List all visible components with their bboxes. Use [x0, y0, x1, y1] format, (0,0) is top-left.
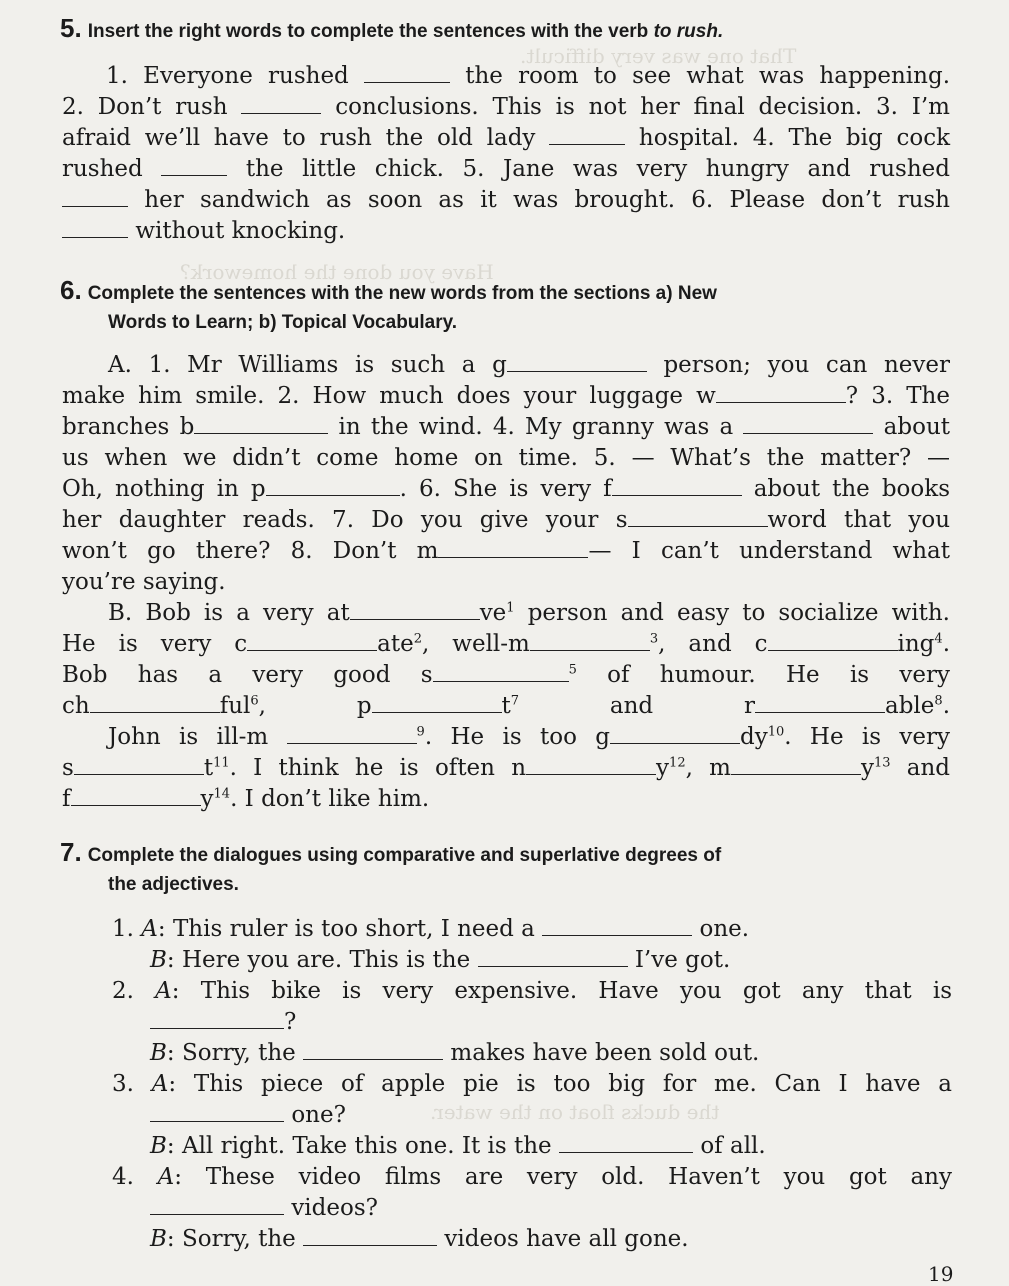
answer-blank[interactable]	[438, 539, 588, 558]
ex6-line-11: Bob has a very good s $^5$ of humour. He is very	[62, 662, 950, 688]
ex6-line-9: B. Bob is a very at $ve^1$ person and easy to socialize with.	[108, 600, 950, 626]
answer-blank[interactable]	[150, 1196, 284, 1215]
answer-blank[interactable]	[768, 632, 898, 651]
answer-blank[interactable]	[62, 219, 128, 238]
ex6-line-3: branches b in the wind. 4. My granny was a about	[62, 414, 950, 440]
show-through-text: That one was very difficult.	[520, 44, 797, 68]
answer-blank[interactable]	[731, 756, 861, 775]
ex5-line-1: 1. Everyone rushed the room to see what was happening.	[106, 63, 951, 89]
answer-blank[interactable]	[350, 601, 480, 620]
ex7-line-7: one?	[150, 1100, 950, 1131]
ex7-line-11: B: Sorry, the videos have all gone.	[150, 1226, 689, 1252]
ex6-line-13: John is ill-m $^9$. He is too g $dy^{10}$. He is very	[108, 724, 951, 750]
exercise-6-heading: 6. Complete the sentences with the new words from the sections a) New Words to Learn; b) Topical Vocabulary.	[60, 275, 717, 333]
answer-blank[interactable]	[610, 725, 740, 744]
ex7-line-1: 1. A: This ruler is too short, I need a one.	[112, 916, 750, 942]
answer-blank[interactable]	[530, 632, 650, 651]
exercise-7-heading: 7. Complete the dialogues using comparative and superlative degrees of the adjectives.	[60, 837, 722, 895]
answer-blank[interactable]	[507, 353, 647, 372]
ex6-line-8: you’re saying.	[62, 569, 226, 595]
answer-blank[interactable]	[241, 95, 321, 114]
ex6-line-4: us when we didn’t come home on time. 5. — What’s the matter? —	[62, 445, 950, 471]
ex5-line-4: rushed the little chick. 5. Jane was very hungry and rushed	[62, 156, 950, 182]
answer-blank[interactable]	[62, 188, 128, 207]
ex6-line-14: s $t^{11}$. I think he is often n $y^{12}$, m $y^{13}$ and	[62, 755, 951, 781]
answer-blank[interactable]	[161, 157, 227, 176]
answer-blank[interactable]	[287, 725, 417, 744]
answer-blank[interactable]	[266, 477, 400, 496]
ex6-line-12: ch ful$^6$, p $t^7$ and r able$^8$.	[62, 693, 950, 719]
answer-blank[interactable]	[549, 126, 625, 145]
ex6-line-10: He is very c ate$^2$, well-m $^3$, and c ing$^4$.	[62, 631, 950, 657]
answer-blank[interactable]	[478, 948, 628, 967]
answer-blank[interactable]	[303, 1227, 437, 1246]
answer-blank[interactable]	[526, 756, 656, 775]
answer-blank[interactable]	[372, 694, 502, 713]
ex5-line-6: without knocking.	[62, 216, 950, 247]
ex6-line-15: f $y^{14}$. I don’t like him.	[62, 786, 430, 812]
answer-blank[interactable]	[150, 1010, 284, 1029]
ex7-line-9: 4. A: These video films are very old. Haven’t you got any	[112, 1164, 952, 1190]
answer-blank[interactable]	[303, 1041, 443, 1060]
answer-blank[interactable]	[716, 384, 846, 403]
ex5-line-3: afraid we’ll have to rush the old lady hospital. 4. The big cock	[62, 125, 951, 151]
ex7-line-8: B: All right. Take this one. It is the of all.	[150, 1133, 766, 1159]
answer-blank[interactable]	[755, 694, 885, 713]
ex5-line-2: 2. Don’t rush conclusions. This is not her final decision. 3. I’m	[62, 94, 950, 120]
ex7-line-10: videos?	[150, 1193, 950, 1224]
ex6-line-2: make him smile. 2. How much does your luggage w ? 3. The	[62, 383, 950, 409]
answer-blank[interactable]	[559, 1134, 693, 1153]
ex7-line-3: 2. A: This bike is very expensive. Have you got any that is	[112, 978, 952, 1004]
answer-blank[interactable]	[71, 787, 201, 806]
answer-blank[interactable]	[194, 415, 328, 434]
answer-blank[interactable]	[628, 508, 768, 527]
ex7-line-4: ?	[150, 1007, 950, 1038]
ex7-line-6: 3. A: This piece of apple pie is too big for me. Can I have a	[112, 1071, 952, 1097]
answer-blank[interactable]	[247, 632, 377, 651]
answer-blank[interactable]	[743, 415, 873, 434]
answer-blank[interactable]	[90, 694, 220, 713]
show-through-text: Have you done the homework?	[180, 260, 494, 284]
ex7-line-5: B: Sorry, the makes have been sold out.	[150, 1040, 760, 1066]
ex7-line-2: B: Here you are. This is the I’ve got.	[150, 947, 731, 973]
answer-blank[interactable]	[433, 663, 569, 682]
answer-blank[interactable]	[612, 477, 742, 496]
show-through-text: the ducks float on the water.	[430, 1100, 720, 1124]
answer-blank[interactable]	[74, 756, 204, 775]
answer-blank[interactable]	[542, 917, 692, 936]
ex6-line-7: won’t go there? 8. Don’t m — I can’t understand what	[62, 538, 950, 564]
ex6-line-6: her daughter reads. 7. Do you give your s word that you	[62, 507, 951, 533]
ex5-line-5: her sandwich as soon as it was brought. 6. Please don’t rush	[62, 185, 950, 216]
ex6-line-1: A. 1. Mr Williams is such a g person; you can never	[108, 352, 951, 378]
exercise-5-heading: 5. Insert the right words to complete the sentences with the verb to rush.	[60, 13, 724, 43]
answer-blank[interactable]	[364, 64, 450, 83]
answer-blank[interactable]	[150, 1103, 284, 1122]
ex6-line-5: Oh, nothing in p . 6. She is very f about the books	[62, 476, 950, 502]
page-number: 19	[928, 1262, 954, 1286]
